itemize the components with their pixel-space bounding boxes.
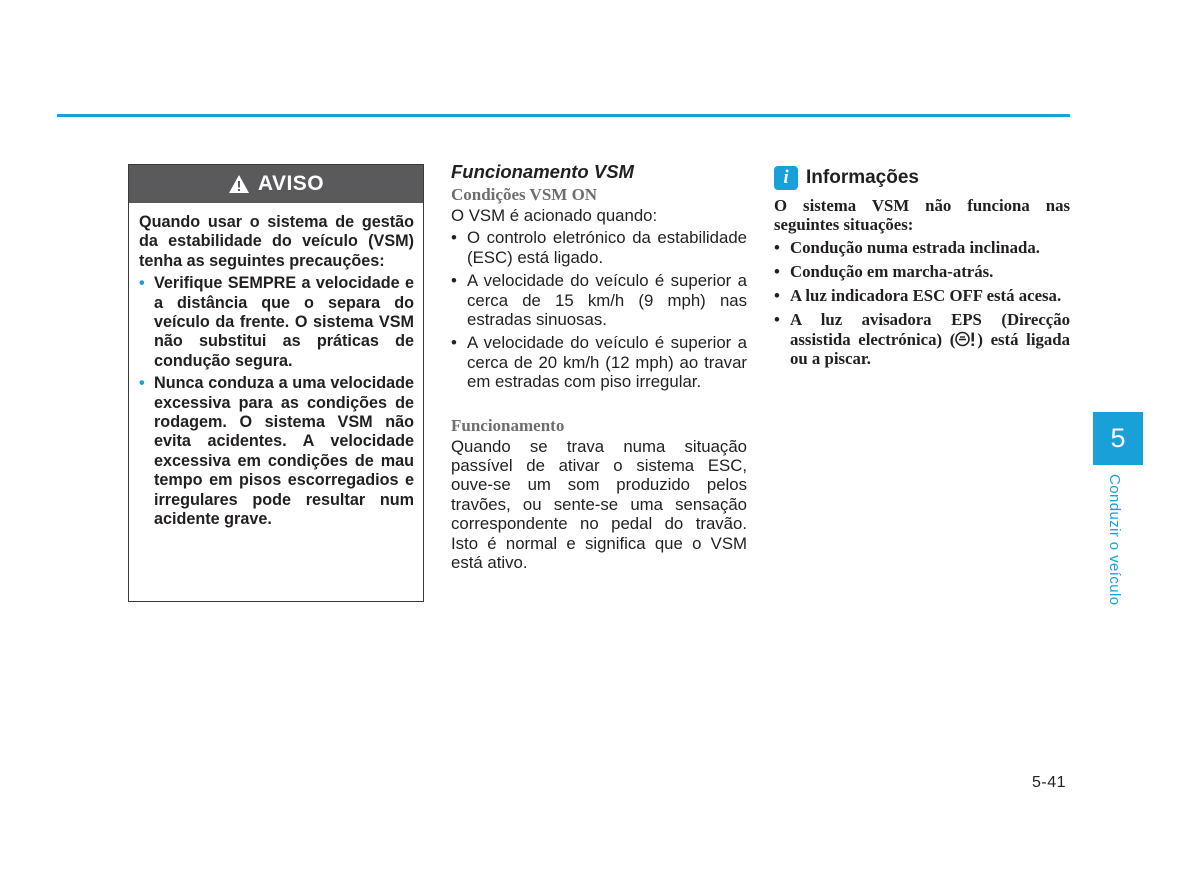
- warning-title: AVISO: [257, 172, 325, 195]
- info-body: [774, 196, 1070, 368]
- eps-warning-icon: [955, 331, 977, 347]
- page-number: 5-41: [1032, 774, 1067, 791]
- warning-body: [129, 203, 423, 530]
- bullet-icon: •: [139, 274, 145, 293]
- info-title: Informações: [806, 167, 919, 188]
- info-item: • A luz avisadora EPS (Direcção assistida electrónica) ( ) está ligada ou a piscar.: [774, 310, 1070, 369]
- warning-triangle-icon: [228, 174, 250, 194]
- info-item: • Condução numa estrada inclinada.: [774, 237, 1040, 257]
- vsm-operation-column: [451, 160, 747, 573]
- chapter-label: Conduzir o veículo: [1106, 474, 1123, 606]
- info-header: [774, 166, 1070, 190]
- info-icon: i: [774, 166, 798, 190]
- condition-item: • A velocidade do veículo é superior a cerca de 20 km/h (12 mph) ao travar em estradas com piso irregular.: [451, 333, 747, 392]
- info-column: [774, 166, 1070, 373]
- bullet-icon: •: [139, 374, 145, 393]
- conditions-list: [451, 228, 747, 391]
- info-list: [774, 238, 1070, 369]
- warning-intro: Quando usar o sistema de gestão da estabilidade do veículo (VSM) tenha as seguintes precauções:: [139, 213, 414, 270]
- chapter-tab: 5: [1093, 412, 1143, 465]
- info-item: • A luz indicadora ESC OFF está acesa.: [774, 286, 1062, 306]
- condition-item: • O controlo eletrónico da estabilidade (ESC) está ligado.: [451, 228, 747, 267]
- warning-header: [129, 165, 423, 203]
- warning-item: • Verifique SEMPRE a velocidade e a distância que o separa do veículo da frente. O sistema VSM não substitui as práticas de condução segura.: [139, 274, 414, 370]
- warning-list: [139, 274, 414, 529]
- operation-text: Quando se trava numa situação passível de ativar o sistema ESC, ouve-se um som produzido pelos travões, ou sente-se uma sensação correspondente no pedal do travão. Isto é normal e significa que o VSM está ativo.: [451, 436, 747, 573]
- warning-box: [128, 164, 424, 602]
- info-intro: O sistema VSM não funciona nas seguintes situações:: [774, 196, 1070, 235]
- top-rule: [57, 114, 1070, 117]
- conditions-intro: O VSM é acionado quando:: [451, 206, 658, 225]
- conditions-heading: Condições VSM ON: [451, 185, 598, 204]
- condition-item: • A velocidade do veículo é superior a cerca de 15 km/h (9 mph) nas estradas sinuosas.: [451, 271, 747, 330]
- warning-item: • Nunca conduza a uma velocidade excessiva para as condições de rodagem. O sistema VSM não evita acidentes. A velocidade excessiva em condições de mau tempo em pisos escorregadios e irregulares pode resultar num acidente grave.: [139, 374, 414, 529]
- info-item: • Condução em marcha-atrás.: [774, 261, 994, 281]
- operation-heading: Funcionamento: [451, 415, 565, 435]
- section-title: Funcionamento VSM: [451, 161, 634, 182]
